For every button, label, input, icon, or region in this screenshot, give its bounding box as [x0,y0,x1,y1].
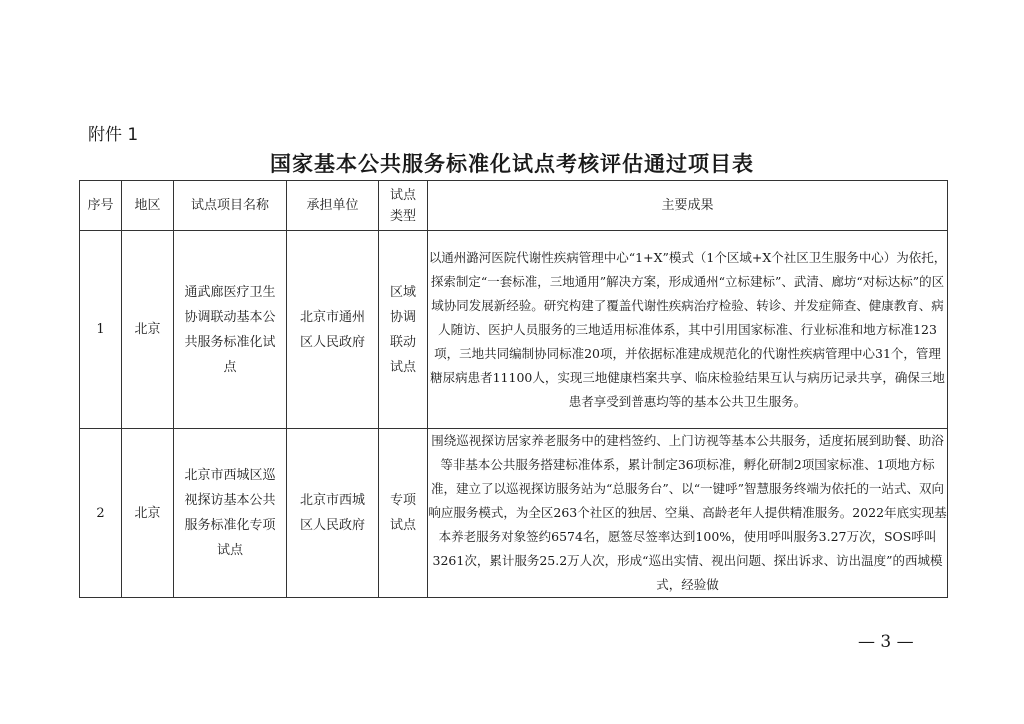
row-undertaker: 北京市通州区人民政府 [287,231,379,429]
row-index: 1 [80,231,122,429]
row-pilot-type: 专项试点 [379,429,428,598]
page-number: — 3 — [858,632,914,652]
project-table [79,180,948,598]
row-region: 北京 [122,231,174,429]
table-row [80,429,948,598]
header-undertaker: 承担单位 [287,181,379,231]
header-project-name: 试点项目名称 [174,181,287,231]
attachment-label: 附件 1 [88,125,139,145]
table-row [80,231,948,429]
row-project-name: 北京市西城区巡视探访基本公共服务标准化专项试点 [174,429,287,598]
row-region: 北京 [122,429,174,598]
row-achievements: 围绕巡视探访居家养老服务中的建档签约、上门访视等基本公共服务，适度拓展到助餐、助浴等非基本公共服务搭建标准体系，累计制定36项标准，孵化研制2项国家标准、1项地方标准，建立了以巡视探访服务站为“总服务台”、以“一键呼”智慧服务终端为依托的一站式、双向响应服务模式，为全区263个社区的独居、空巢、高龄老年人提供精准服务。2022年底实现基本养老服务对象签约6574名，愿签尽签率达到100%，使用呼叫服务3.27万次，SOS呼叫3261次，累计服务25.2万人次，形成“巡出实情、视出问题、探出诉求、访出温度”的西城模式，经验做 [428,429,948,598]
row-achievements: 以通州潞河医院代谢性疾病管理中心“1+X”模式（1个区域+X个社区卫生服务中心）为依托，探索制定“一套标准，三地通用”解决方案，形成通州“立标建标”、武清、廊坊“对标达标”的区域协同发展新经验。研究构建了覆盖代谢性疾病治疗检验、转诊、并发症筛查、健康教育、病人随访、医护人员服务的三地适用标准体系，其中引用国家标准、行业标准和地方标准123项，三地共同编制协同标准20项，并依据标准建成规范化的代谢性疾病管理中心31个，管理糖尿病患者11100人，实现三地健康档案共享、临床检验结果互认与病历记录共享，确保三地患者享受到普惠均等的基本公共卫生服务。 [428,231,948,429]
row-project-name: 通武廊医疗卫生协调联动基本公共服务标准化试点 [174,231,287,429]
header-index: 序号 [80,181,122,231]
row-index: 2 [80,429,122,598]
row-undertaker: 北京市西城区人民政府 [287,429,379,598]
table-header-row [80,181,948,231]
header-pilot-type: 试点类型 [379,181,428,231]
header-region: 地区 [122,181,174,231]
header-achievements: 主要成果 [428,181,948,231]
document-title: 国家基本公共服务标准化试点考核评估通过项目表 [270,152,754,176]
row-pilot-type: 区域协调联动试点 [379,231,428,429]
